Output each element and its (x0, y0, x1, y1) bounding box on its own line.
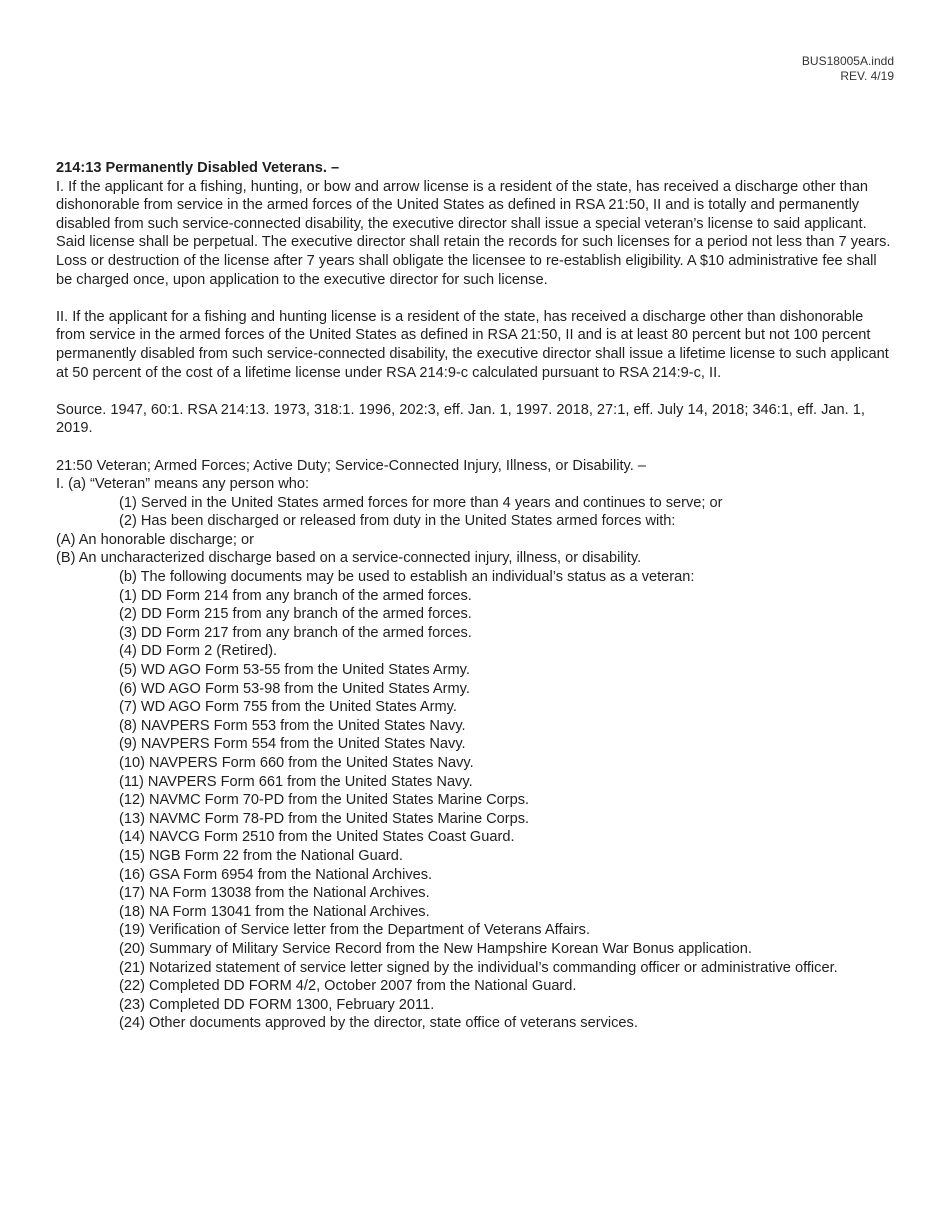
document-list-item: (22) Completed DD FORM 4/2, October 2007 from the National Guard. (119, 978, 577, 995)
documents-intro: (b) The following documents may be used to establish an individual’s status as a veteran: (119, 569, 695, 586)
file-name: BUS18005A.indd (801, 54, 894, 68)
spacer (56, 438, 896, 457)
revision-label: REV. 4/19 (840, 69, 894, 83)
spacer (56, 289, 896, 308)
document-list-item: (9) NAVPERS Form 554 from the United States Navy. (119, 736, 466, 753)
document-list-item: (12) NAVMC Form 70-PD from the United States Marine Corps. (119, 792, 530, 809)
veteran-definition-intro: I. (a) “Veteran” means any person who: (56, 476, 310, 493)
section-214-13-paragraph-2: II. If the applicant for a fishing and hunting license is a resident of the state, has received a discharge other than dishonorable from service in the armed forces of the United States as defined in RSA 21:50, II and is at least 80 percent but not 100 percent permanently disabled from such service-connected disability, the executive director shall issue a lifetime license to such applicant at 50 percent of the cost of a lifetime license under RSA 214:9-c calculated pursuant to RSA 214:9-c, II. (56, 308, 889, 381)
section-214-13-paragraph-1: I. If the applicant for a fishing, hunting, or bow and arrow license is a resident of the state, has received a discharge other than dishonorable from service in the armed forces of the United States as defined in RSA 21:50, II and is totally and permanently disabled from such service-connected disability, the executive director shall issue a special veteran’s license to said applicant. Said license shall be perpetual. The executive director shall retain the records for such licenses for a period not less than 7 years. Loss or destruction of the license after 7 years shall obligate the licensee to re-establish eligibility. A $10 administrative fee shall be charged once, upon application to the executive director for such license. (56, 178, 891, 288)
document-id-block (802, 54, 894, 84)
document-list-item: (18) NA Form 13041 from the National Archives. (119, 903, 430, 920)
document-list-item: (16) GSA Form 6954 from the National Archives. (119, 866, 433, 883)
document-list-item: (4) DD Form 2 (Retired). (119, 643, 278, 660)
document-list-item: (23) Completed DD FORM 1300, February 2011. (119, 996, 435, 1013)
definition-item-1: (1) Served in the United States armed forces for more than 4 years and continues to serve; or (119, 494, 723, 511)
document-list-item: (19) Verification of Service letter from the Department of Veterans Affairs. (119, 922, 591, 939)
document-list-item: (3) DD Form 217 from any branch of the armed forces. (119, 624, 472, 641)
source-citation: Source. 1947, 60:1. RSA 214:13. 1973, 318:1. 1996, 202:3, eff. Jan. 1, 1997. 2018, 27:1, eff. July 14, 2018; 346:1, eff. Jan. 1, 2019. (56, 401, 865, 437)
section-214-13-title: 214:13 Permanently Disabled Veterans. – (56, 160, 340, 176)
document-list-item: (11) NAVPERS Form 661 from the United States Navy. (119, 773, 473, 790)
documents-list (56, 587, 896, 1033)
section-21-50-title: 21:50 Veteran; Armed Forces; Active Duty; Service-Connected Injury, Illness, or Disability. – (56, 457, 646, 474)
document-body (56, 159, 896, 1033)
definition-item-2: (2) Has been discharged or released from duty in the United States armed forces with: (119, 513, 676, 530)
document-list-item: (7) WD AGO Form 755 from the United States Army. (119, 699, 457, 716)
document-list-item: (15) NGB Form 22 from the National Guard. (119, 847, 403, 864)
document-list-item: (14) NAVCG Form 2510 from the United States Coast Guard. (119, 829, 515, 846)
document-list-item: (24) Other documents approved by the director, state office of veterans services. (119, 1015, 638, 1032)
document-list-item: (2) DD Form 215 from any branch of the armed forces. (119, 606, 472, 623)
document-list-item: (20) Summary of Military Service Record from the New Hampshire Korean War Bonus application. (119, 940, 752, 957)
document-list-item: (21) Notarized statement of service letter signed by the individual’s commanding officer or administrative officer. (119, 959, 838, 976)
discharge-item-b: (B) An uncharacterized discharge based on a service-connected injury, illness, or disability. (56, 550, 642, 567)
document-list-item: (1) DD Form 214 from any branch of the armed forces. (119, 587, 472, 604)
document-list-item: (17) NA Form 13038 from the National Archives. (119, 885, 430, 902)
document-list-item: (8) NAVPERS Form 553 from the United States Navy. (119, 717, 466, 734)
document-list-item: (5) WD AGO Form 53-55 from the United States Army. (119, 662, 470, 679)
spacer (56, 382, 896, 401)
document-list-item: (10) NAVPERS Form 660 from the United States Navy. (119, 755, 474, 771)
document-list-item: (13) NAVMC Form 78-PD from the United States Marine Corps. (119, 810, 530, 827)
document-list-item: (6) WD AGO Form 53-98 from the United States Army. (119, 680, 470, 697)
discharge-item-a: (A) An honorable discharge; or (56, 531, 254, 548)
